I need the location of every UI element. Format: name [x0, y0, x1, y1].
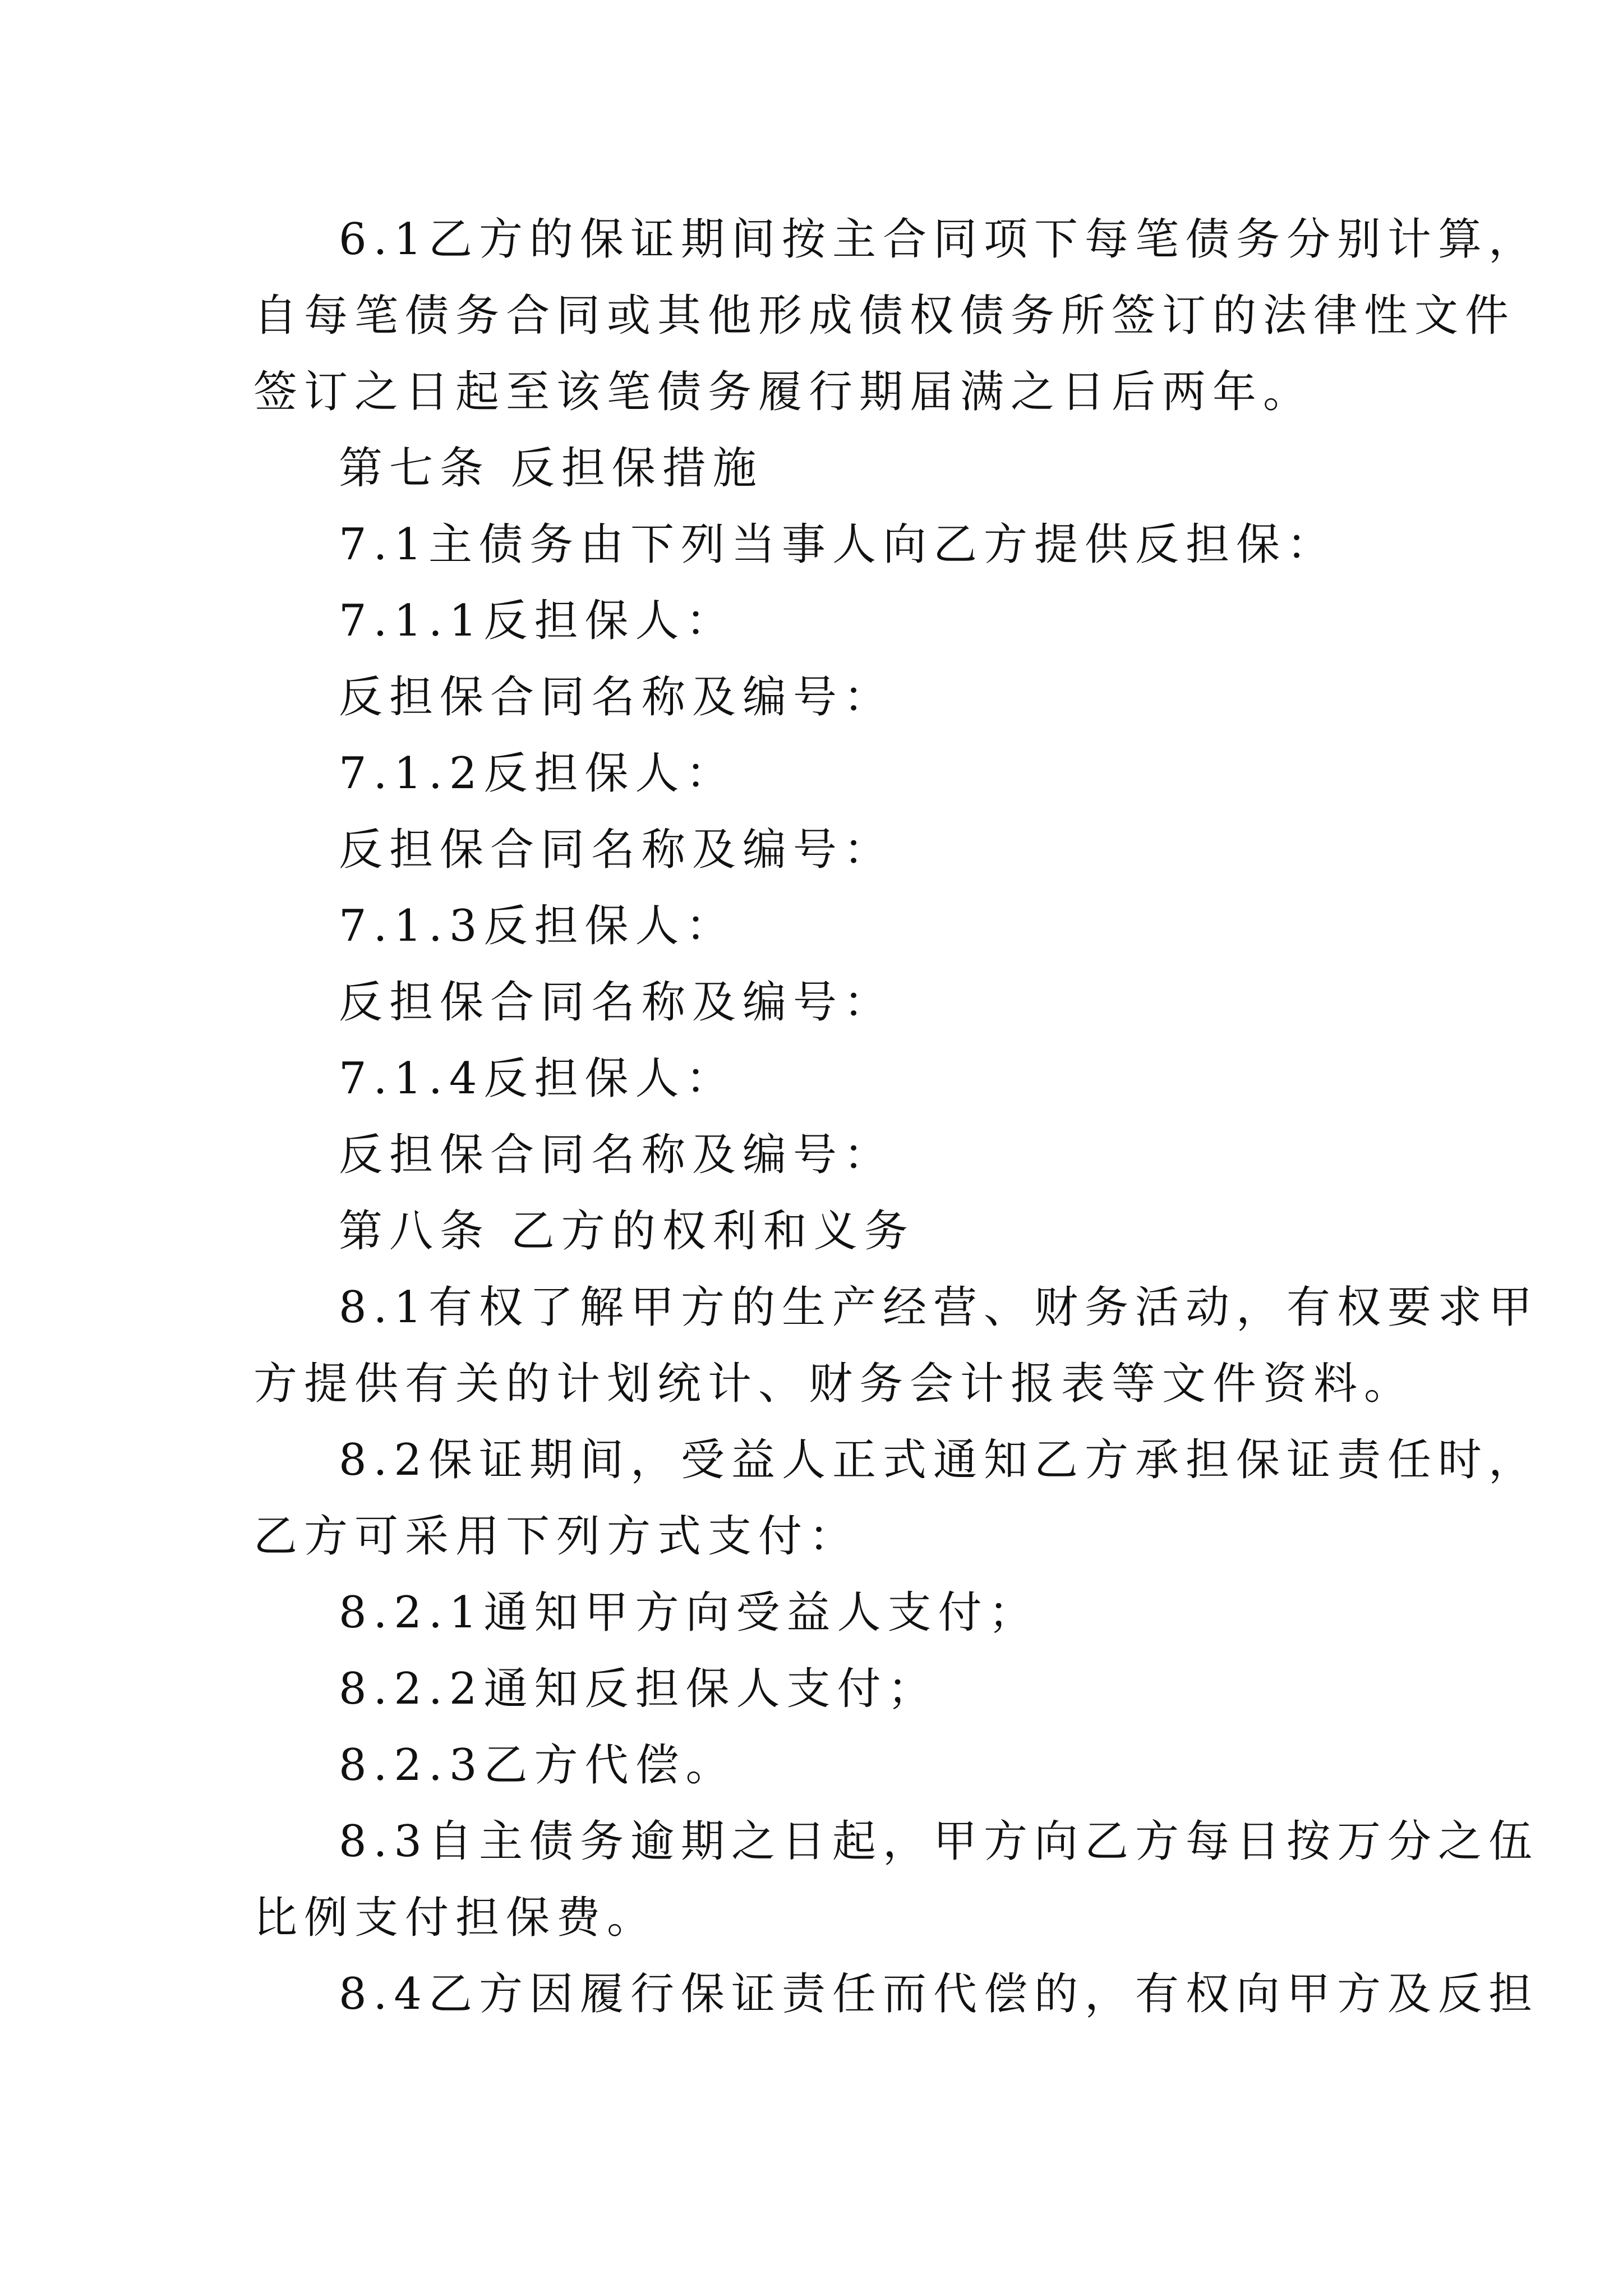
clause-6-1-line-3: 签订之日起至该笔债务履行期届满之日后两年。	[253, 367, 1314, 417]
clause-8-3-line-1: 8.3自主债务逾期之日起，甲方向乙方每日按万分之伍	[339, 1816, 1539, 1867]
clause-7-1-2-guarantor: 7.1.2反担保人：	[339, 748, 736, 799]
clause-8-1-line-1: 8.1有权了解甲方的生产经营、财务活动，有权要求甲	[339, 1282, 1539, 1333]
clause-8-1-line-2: 方提供有关的计划统计、财务会计报表等文件资料。	[253, 1359, 1415, 1409]
clause-6-1-line-1: 6.1乙方的保证期间按主合同项下每笔债务分别计算，	[339, 214, 1539, 265]
clause-7-1-2-contract: 反担保合同名称及编号：	[339, 825, 895, 875]
clause-7-1-3-guarantor: 7.1.3反担保人：	[339, 901, 736, 951]
article-8-heading: 第八条 乙方的权利和义务	[339, 1206, 915, 1257]
clause-7-1-4-contract: 反担保合同名称及编号：	[339, 1130, 895, 1180]
clause-8-2-1: 8.2.1通知甲方向受益人支付；	[339, 1588, 1039, 1638]
clause-7-1-3-contract: 反担保合同名称及编号：	[339, 977, 895, 1028]
clause-7-1-4-guarantor: 7.1.4反担保人：	[339, 1053, 736, 1104]
clause-8-3-line-2: 比例支付担保费。	[253, 1893, 658, 1943]
clause-6-1-line-2: 自每笔债务合同或其他形成债权债务所签订的法律性文件	[253, 291, 1516, 341]
clause-8-2-line-1: 8.2保证期间，受益人正式通知乙方承担保证责任时，	[339, 1435, 1539, 1485]
clause-7-1-1-guarantor: 7.1.1反担保人：	[339, 596, 736, 646]
clause-7-1-1-contract: 反担保合同名称及编号：	[339, 672, 895, 723]
clause-8-2-line-2: 乙方可采用下列方式支付：	[253, 1511, 860, 1562]
article-7-heading: 第七条 反担保措施	[339, 443, 763, 494]
clause-8-2-2: 8.2.2通知反担保人支付；	[339, 1664, 938, 1714]
clause-8-2-3: 8.2.3乙方代偿。	[339, 1740, 736, 1791]
clause-8-4-line-1: 8.4乙方因履行保证责任而代偿的，有权向甲方及反担	[339, 1969, 1539, 2019]
clause-7-1: 7.1主债务由下列当事人向乙方提供反担保：	[339, 519, 1338, 570]
